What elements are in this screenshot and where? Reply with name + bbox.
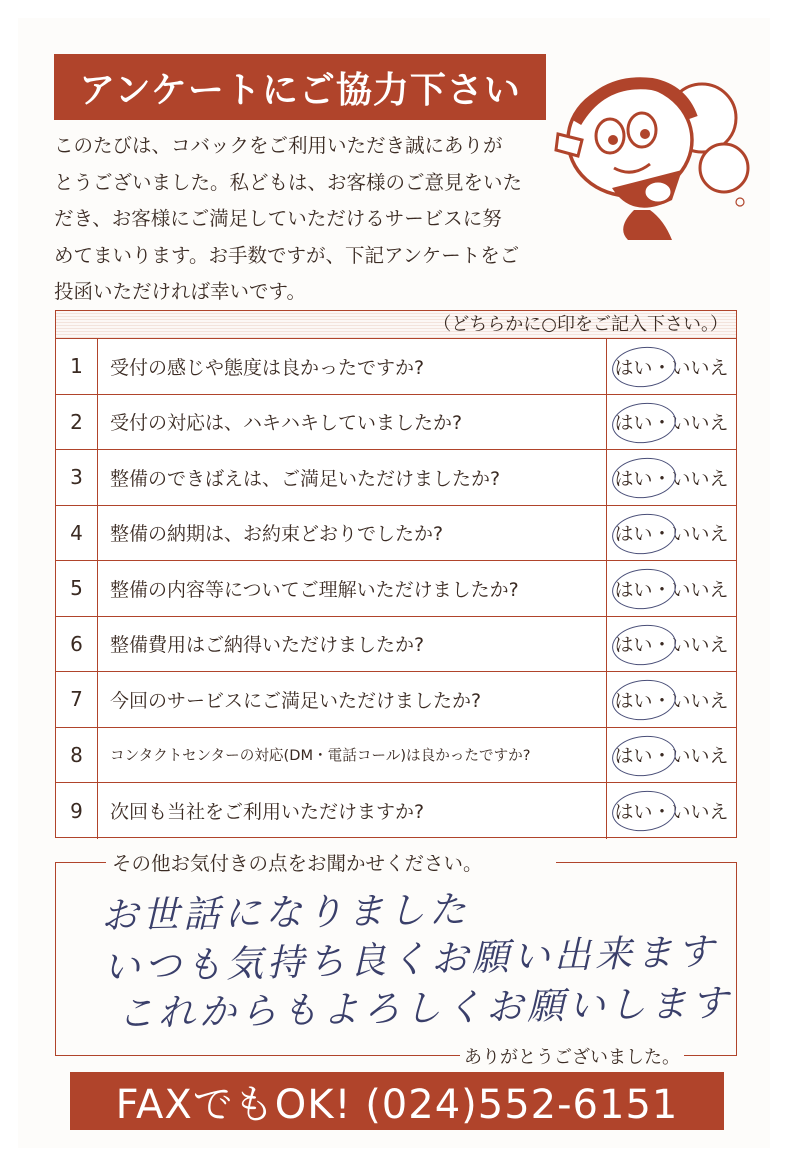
intro-line: だき、お客様にご満足していただけるサービスに努 [54,207,502,230]
question-text: 今回のサービスにご満足いただけましたか? [110,689,482,712]
selected-circle [610,677,678,723]
intro-text [54,128,550,311]
answer-options[interactable]: はい・いいえ [606,506,736,561]
answer-options[interactable]: はい・いいえ [606,617,736,672]
selected-circle [610,566,678,612]
question-row [56,728,736,784]
question-number: 5 [56,561,98,616]
answer-options[interactable]: はい・いいえ [606,728,736,783]
question-number: 9 [56,783,98,839]
comment-box[interactable] [55,852,737,1068]
question-row [56,617,736,673]
answer-options[interactable]: はい・いいえ [606,339,736,394]
selected-circle [610,621,678,667]
page-title: アンケートにご協力下さい [54,54,546,120]
selected-circle [610,344,678,390]
handwriting-line: いつも気持ち良くお願い出来ます [102,929,719,990]
question-text: 整備費用はご納得いただけましたか? [110,634,425,657]
handwriting-line: お世話になりました [100,887,471,938]
selected-circle [610,510,678,556]
question-row [56,450,736,506]
survey-table [55,310,737,838]
question-text: コンタクトセンターの対応(DM・電話コール)は良かったですか? [110,747,531,765]
handwritten-comment [100,886,733,1036]
intro-line: このたびは、コバックをご利用いただき誠にありが [54,134,503,157]
thanks-text: ありがとうございました。 [460,1043,684,1069]
question-text: 受付の感じや態度は良かったですか? [110,356,425,379]
selected-circle [610,788,678,834]
answer-options[interactable]: はい・いいえ [606,783,736,839]
question-row [56,395,736,451]
comment-label: その他お気付きの点をお聞かせください。 [108,848,487,876]
question-number: 1 [56,339,98,394]
question-row [56,561,736,617]
question-text: 受付の対応は、ハキハキしていましたか? [110,412,463,435]
question-row [56,783,736,839]
selected-circle [610,455,678,501]
question-number: 8 [56,728,98,783]
question-number: 4 [56,506,98,561]
question-number: 3 [56,450,98,505]
question-number: 6 [56,617,98,672]
question-text: 整備の納期は、お約束どおりでしたか? [110,523,444,546]
question-number: 7 [56,672,98,727]
question-text: 整備のできばえは、ご満足いただけましたか? [110,467,501,490]
mascot-icon [552,70,752,246]
question-number: 2 [56,395,98,450]
intro-line: 投函いただければ幸いです。 [54,280,306,303]
survey-instruction: （どちらかに○印をご記入下さい。） [56,311,736,339]
question-row [56,506,736,562]
divider [556,862,736,863]
answer-options[interactable]: はい・いいえ [606,672,736,727]
question-text: 整備の内容等についてご理解いただけましたか? [110,578,519,601]
handwriting-line: これからもよろしくお願いします [116,981,733,1036]
fax-banner: FAXでもOK! (024)552-6151 [70,1072,724,1130]
question-row [56,339,736,395]
selected-circle [610,732,678,778]
selected-circle [610,399,678,445]
divider [56,862,106,863]
question-text: 次回も当社をご利用いただけますか? [110,801,425,824]
intro-line: めてまいります。お手数ですが、下記アンケートをご [54,243,520,267]
intro-line: とうございました。私どもは、お客様のご意見をいた [54,170,523,194]
answer-options[interactable]: はい・いいえ [606,561,736,616]
answer-options[interactable]: はい・いいえ [606,450,736,505]
question-row [56,672,736,728]
answer-options[interactable]: はい・いいえ [606,395,736,450]
